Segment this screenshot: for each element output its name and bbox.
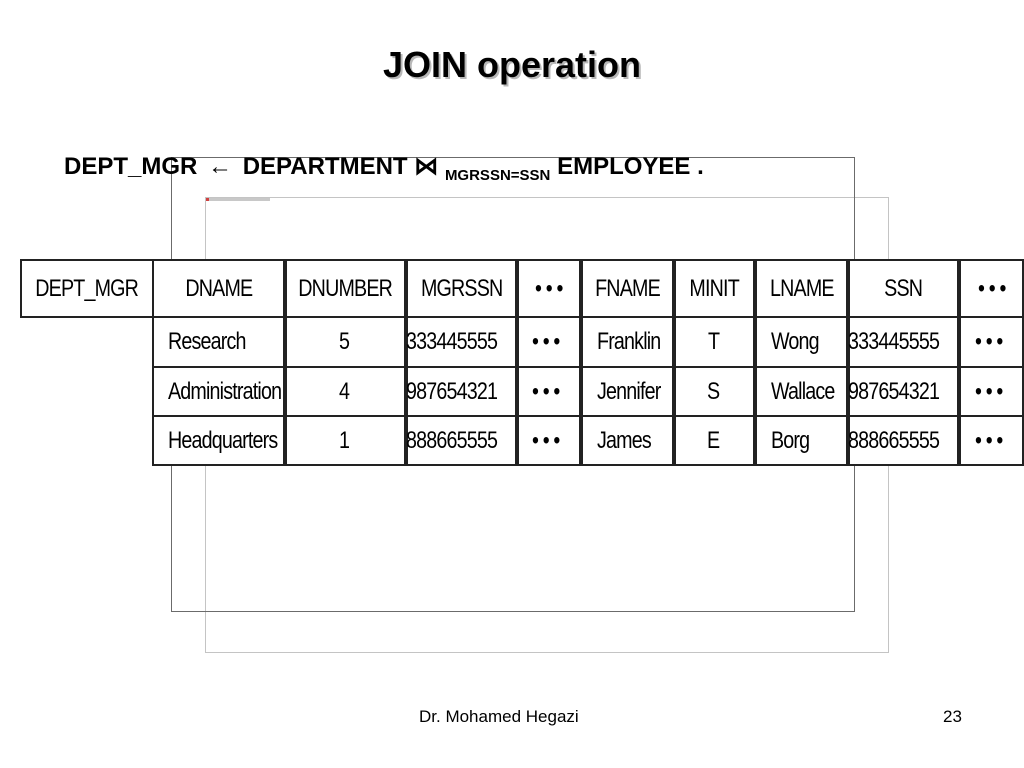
column-header xyxy=(755,259,848,318)
join-symbol: ⋈ xyxy=(414,153,439,180)
table-cell xyxy=(285,366,406,417)
table-cell-text: Headquarters xyxy=(168,426,278,454)
table-cell xyxy=(674,366,755,417)
table-cell xyxy=(848,366,959,417)
table-cell-text: • • • xyxy=(532,426,560,454)
column-header xyxy=(406,259,517,318)
result-relation: DEPT_MGR xyxy=(64,153,198,180)
table-cell xyxy=(674,316,755,368)
table-cell xyxy=(517,366,581,417)
column-header-text: • • • xyxy=(535,274,563,302)
table-cell-text: 888665555 xyxy=(847,426,940,454)
assignment-arrow: ← xyxy=(208,153,233,180)
table-cell xyxy=(285,415,406,466)
table-cell-text: • • • xyxy=(974,377,1003,405)
table-cell-text: E xyxy=(706,426,720,454)
join-condition: MGRSSN=SSN xyxy=(444,167,551,184)
table-cell xyxy=(755,366,848,417)
relational-algebra-formula xyxy=(64,152,704,184)
table-cell-text: Jennifer xyxy=(597,377,661,405)
table-cell xyxy=(406,415,517,466)
table-cell-text: Wong xyxy=(771,328,819,355)
table-cell-text: 987654321 xyxy=(847,377,940,405)
column-header xyxy=(959,259,1024,318)
table-cell xyxy=(517,415,581,466)
table-cell xyxy=(406,316,517,368)
table-cell xyxy=(848,415,959,466)
table-cell xyxy=(848,316,959,368)
column-header-text: FNAME xyxy=(595,274,660,302)
embedded-frame-caption xyxy=(206,198,270,201)
table-cell-text: 5 xyxy=(339,328,350,355)
table-cell-text: Franklin xyxy=(597,328,661,355)
table-cell-text: 4 xyxy=(339,377,350,405)
table-cell-text: T xyxy=(707,328,719,355)
left-relation: DEPARTMENT xyxy=(242,153,408,180)
table-cell xyxy=(959,415,1024,466)
table-cell xyxy=(517,316,581,368)
table-cell-text: • • • xyxy=(532,328,560,355)
table-cell xyxy=(581,316,674,368)
table-cell-text: 333445555 xyxy=(847,328,940,355)
table-cell-text: Administration xyxy=(168,377,282,405)
relation-name-cell-text: DEPT_MGR xyxy=(35,274,139,302)
column-header-text: SSN xyxy=(884,274,923,302)
table-cell-text: • • • xyxy=(974,328,1003,355)
table-cell-text: • • • xyxy=(532,377,560,405)
table-cell xyxy=(406,366,517,417)
page-number: 23 xyxy=(943,707,962,726)
table-cell xyxy=(285,316,406,368)
table-cell xyxy=(959,366,1024,417)
table-cell xyxy=(959,316,1024,368)
slide-title: JOIN operation xyxy=(382,44,642,85)
column-header-text: • • • xyxy=(977,274,1006,302)
table-cell-text: 888665555 xyxy=(405,426,498,454)
column-header xyxy=(848,259,959,318)
table-cell-text: • • • xyxy=(974,426,1003,454)
table-cell xyxy=(581,366,674,417)
footer-author: Dr. Mohamed Hegazi xyxy=(419,707,579,726)
table-cell-text: James xyxy=(597,426,651,454)
table-cell xyxy=(755,415,848,466)
column-header xyxy=(285,259,406,318)
column-header-text: MGRSSN xyxy=(420,274,503,302)
column-header xyxy=(517,259,581,318)
relation-name-cell xyxy=(20,259,154,318)
column-header xyxy=(581,259,674,318)
table-cell-text: Research xyxy=(168,328,246,355)
table-cell-text: 333445555 xyxy=(405,328,498,355)
column-header-text: DNUMBER xyxy=(298,274,393,302)
right-relation: EMPLOYEE . xyxy=(557,153,704,180)
table-cell xyxy=(152,415,285,466)
table-cell-text: 987654321 xyxy=(405,377,498,405)
table-cell xyxy=(755,316,848,368)
column-header-text: LNAME xyxy=(769,274,834,302)
table-cell-text: S xyxy=(706,377,720,405)
table-cell xyxy=(152,366,285,417)
column-header xyxy=(674,259,755,318)
column-header xyxy=(152,259,285,318)
table-cell-text: 1 xyxy=(339,426,350,454)
table-cell xyxy=(152,316,285,368)
column-header-text: DNAME xyxy=(185,274,252,302)
table-cell-text: Borg xyxy=(771,426,810,454)
table-cell xyxy=(674,415,755,466)
table-cell-text: Wallace xyxy=(771,377,835,405)
table-cell xyxy=(581,415,674,466)
column-header-text: MINIT xyxy=(689,274,740,302)
